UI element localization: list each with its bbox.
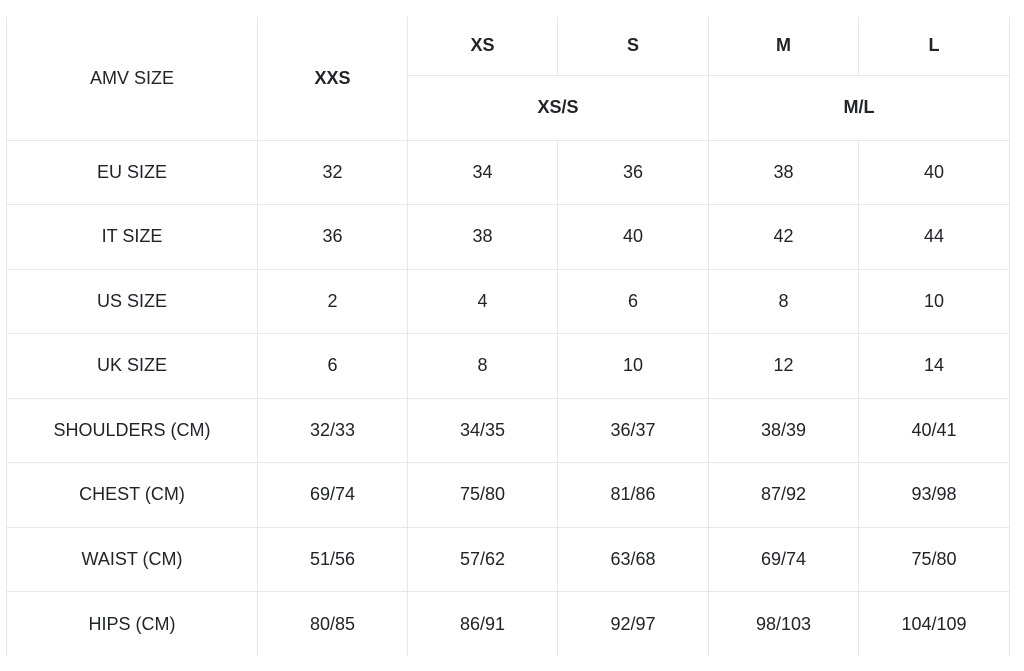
size-value-cell: 104/109 xyxy=(859,592,1010,657)
size-value-cell: 75/80 xyxy=(408,463,558,528)
table-row-shoulders xyxy=(7,398,1010,463)
size-value-cell: 51/56 xyxy=(258,527,408,592)
row-label: HIPS (CM) xyxy=(7,592,258,657)
size-value-cell: 38 xyxy=(709,140,859,205)
table-row-chest xyxy=(7,463,1010,528)
row-label: WAIST (CM) xyxy=(7,527,258,592)
table-row-hips xyxy=(7,592,1010,657)
size-value-cell: 2 xyxy=(258,269,408,334)
size-header-s: S xyxy=(558,17,709,75)
size-value-cell: 40 xyxy=(558,205,709,270)
row-label: IT SIZE xyxy=(7,205,258,270)
size-value-cell: 92/97 xyxy=(558,592,709,657)
size-group-header-m-l: M/L xyxy=(709,75,1010,140)
size-value-cell: 80/85 xyxy=(258,592,408,657)
size-header-l: L xyxy=(859,17,1010,75)
size-value-cell: 63/68 xyxy=(558,527,709,592)
size-header-m: M xyxy=(709,17,859,75)
size-value-cell: 8 xyxy=(709,269,859,334)
size-value-cell: 69/74 xyxy=(709,527,859,592)
size-value-cell: 40/41 xyxy=(859,398,1010,463)
size-value-cell: 34/35 xyxy=(408,398,558,463)
size-value-cell: 34 xyxy=(408,140,558,205)
size-value-cell: 75/80 xyxy=(859,527,1010,592)
size-value-cell: 36 xyxy=(258,205,408,270)
header-row-sizes xyxy=(7,17,1010,75)
size-value-cell: 42 xyxy=(709,205,859,270)
size-value-cell: 8 xyxy=(408,334,558,399)
size-value-cell: 32/33 xyxy=(258,398,408,463)
size-value-cell: 32 xyxy=(258,140,408,205)
size-value-cell: 14 xyxy=(859,334,1010,399)
size-value-cell: 38/39 xyxy=(709,398,859,463)
row-label: EU SIZE xyxy=(7,140,258,205)
table-row-uk-size xyxy=(7,334,1010,399)
size-header-xxs: XXS xyxy=(258,17,408,140)
size-value-cell: 44 xyxy=(859,205,1010,270)
row-label: UK SIZE xyxy=(7,334,258,399)
size-value-cell: 86/91 xyxy=(408,592,558,657)
size-value-cell: 57/62 xyxy=(408,527,558,592)
size-value-cell: 36/37 xyxy=(558,398,709,463)
size-group-header-xs-s: XS/S xyxy=(408,75,709,140)
corner-header-amv-size: AMV SIZE xyxy=(7,17,258,140)
size-value-cell: 4 xyxy=(408,269,558,334)
size-value-cell: 69/74 xyxy=(258,463,408,528)
size-value-cell: 12 xyxy=(709,334,859,399)
size-value-cell: 6 xyxy=(558,269,709,334)
table-row-us-size xyxy=(7,269,1010,334)
size-value-cell: 98/103 xyxy=(709,592,859,657)
table-row-it-size xyxy=(7,205,1010,270)
size-value-cell: 93/98 xyxy=(859,463,1010,528)
size-value-cell: 81/86 xyxy=(558,463,709,528)
size-value-cell: 87/92 xyxy=(709,463,859,528)
size-value-cell: 10 xyxy=(558,334,709,399)
size-value-cell: 6 xyxy=(258,334,408,399)
table-row-waist xyxy=(7,527,1010,592)
row-label: US SIZE xyxy=(7,269,258,334)
size-header-xs: XS xyxy=(408,17,558,75)
size-value-cell: 10 xyxy=(859,269,1010,334)
size-value-cell: 40 xyxy=(859,140,1010,205)
size-value-cell: 38 xyxy=(408,205,558,270)
row-label: SHOULDERS (CM) xyxy=(7,398,258,463)
table-row-eu-size xyxy=(7,140,1010,205)
row-label: CHEST (CM) xyxy=(7,463,258,528)
size-value-cell: 36 xyxy=(558,140,709,205)
size-chart-table xyxy=(6,17,1010,656)
